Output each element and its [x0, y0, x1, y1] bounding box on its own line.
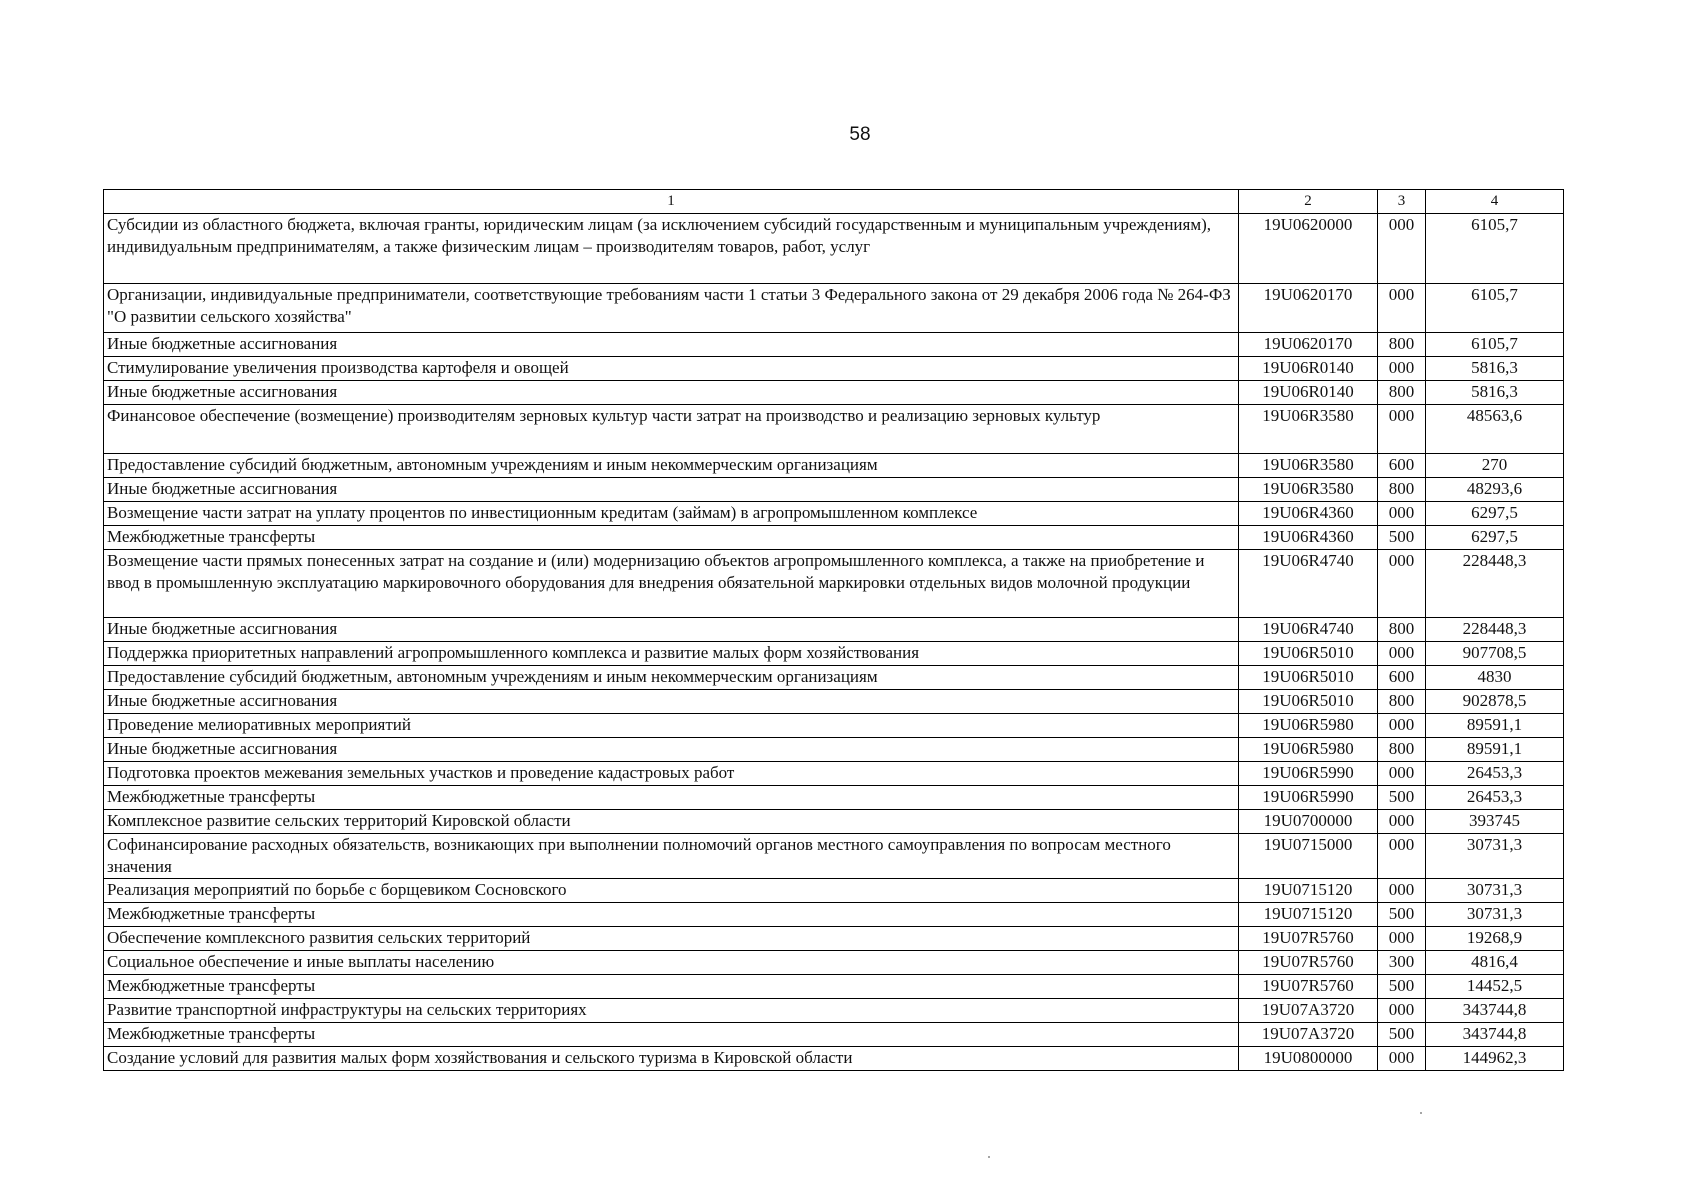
- row-name: Иные бюджетные ассигнования: [104, 478, 1239, 502]
- row-code: 19U07A3720: [1239, 1023, 1378, 1047]
- row-type: 000: [1378, 1047, 1426, 1071]
- row-amount: 26453,3: [1426, 762, 1564, 786]
- row-type: 000: [1378, 214, 1426, 284]
- row-amount: 89591,1: [1426, 738, 1564, 762]
- table-row: [104, 927, 1564, 951]
- row-code: 19U07R5760: [1239, 951, 1378, 975]
- row-name: Создание условий для развития малых форм хозяйствования и сельского туризма в Кировской области: [104, 1047, 1239, 1071]
- row-amount: 6297,5: [1426, 526, 1564, 550]
- table-row: [104, 454, 1564, 478]
- row-code: 19U0620170: [1239, 333, 1378, 357]
- table-row: [104, 999, 1564, 1023]
- row-amount: 89591,1: [1426, 714, 1564, 738]
- row-amount: 5816,3: [1426, 357, 1564, 381]
- table-row: [104, 214, 1564, 284]
- row-type: 000: [1378, 502, 1426, 526]
- row-type: 300: [1378, 951, 1426, 975]
- row-code: 19U0715120: [1239, 879, 1378, 903]
- row-code: 19U0620000: [1239, 214, 1378, 284]
- row-code: 19U07R5760: [1239, 927, 1378, 951]
- row-amount: 5816,3: [1426, 381, 1564, 405]
- table-row: [104, 951, 1564, 975]
- row-amount: 26453,3: [1426, 786, 1564, 810]
- table-row: [104, 738, 1564, 762]
- row-type: 500: [1378, 975, 1426, 999]
- row-code: 19U07R5760: [1239, 975, 1378, 999]
- row-name: Иные бюджетные ассигнования: [104, 381, 1239, 405]
- row-code: 19U06R5010: [1239, 666, 1378, 690]
- row-type: 000: [1378, 284, 1426, 333]
- row-type: 800: [1378, 690, 1426, 714]
- row-name: Межбюджетные трансферты: [104, 975, 1239, 999]
- table-row: [104, 478, 1564, 502]
- row-amount: 6105,7: [1426, 214, 1564, 284]
- row-code: 19U06R3580: [1239, 478, 1378, 502]
- row-type: 000: [1378, 550, 1426, 618]
- row-type: 600: [1378, 666, 1426, 690]
- row-type: 500: [1378, 786, 1426, 810]
- table-row: [104, 333, 1564, 357]
- row-amount: 14452,5: [1426, 975, 1564, 999]
- row-code: 19U0700000: [1239, 810, 1378, 834]
- row-amount: 30731,3: [1426, 903, 1564, 927]
- row-name: Межбюджетные трансферты: [104, 1023, 1239, 1047]
- table-row: [104, 618, 1564, 642]
- page-number: 58: [849, 124, 871, 145]
- row-name: Комплексное развитие сельских территорий Кировской области: [104, 810, 1239, 834]
- table-row: [104, 284, 1564, 333]
- row-name: Стимулирование увеличения производства картофеля и овощей: [104, 357, 1239, 381]
- row-name: Социальное обеспечение и иные выплаты населению: [104, 951, 1239, 975]
- row-amount: 343744,8: [1426, 999, 1564, 1023]
- row-amount: 6105,7: [1426, 284, 1564, 333]
- row-name: Проведение мелиоративных мероприятий: [104, 714, 1239, 738]
- table-row: [104, 1047, 1564, 1071]
- row-type: 000: [1378, 714, 1426, 738]
- row-code: 19U06R5980: [1239, 738, 1378, 762]
- scan-speck: [1420, 1112, 1422, 1114]
- row-type: 500: [1378, 1023, 1426, 1047]
- row-code: 19U06R5990: [1239, 786, 1378, 810]
- table-row: [104, 690, 1564, 714]
- row-name: Иные бюджетные ассигнования: [104, 333, 1239, 357]
- row-name: Обеспечение комплексного развития сельских территорий: [104, 927, 1239, 951]
- table-header-row: [104, 190, 1564, 214]
- row-type: 000: [1378, 834, 1426, 879]
- row-type: 000: [1378, 405, 1426, 454]
- table-row: [104, 642, 1564, 666]
- row-amount: 343744,8: [1426, 1023, 1564, 1047]
- row-name: Развитие транспортной инфраструктуры на сельских территориях: [104, 999, 1239, 1023]
- row-code: 19U07A3720: [1239, 999, 1378, 1023]
- table-row: [104, 903, 1564, 927]
- table-row: [104, 381, 1564, 405]
- row-code: 19U0715000: [1239, 834, 1378, 879]
- budget-table: [103, 189, 1564, 1071]
- table-row: [104, 502, 1564, 526]
- row-type: 000: [1378, 762, 1426, 786]
- row-name: Межбюджетные трансферты: [104, 903, 1239, 927]
- row-amount: 228448,3: [1426, 618, 1564, 642]
- row-name: Подготовка проектов межевания земельных участков и проведение кадастровых работ: [104, 762, 1239, 786]
- row-name: Межбюджетные трансферты: [104, 786, 1239, 810]
- row-name: Поддержка приоритетных направлений агропромышленного комплекса и развитие малых форм хозяйствования: [104, 642, 1239, 666]
- table-row: [104, 405, 1564, 454]
- table-row: [104, 666, 1564, 690]
- row-code: 19U06R3580: [1239, 454, 1378, 478]
- table-row: [104, 879, 1564, 903]
- row-amount: 270: [1426, 454, 1564, 478]
- table-row: [104, 762, 1564, 786]
- row-name: Предоставление субсидий бюджетным, автономным учреждениям и иным некоммерческим организациям: [104, 666, 1239, 690]
- header-col-4: 4: [1426, 190, 1564, 214]
- row-name: Организации, индивидуальные предприниматели, соответствующие требованиям части 1 статьи 3 Федерального закона от 29 декабря 2006 года № 264-ФЗ "О развитии сельского хозяйства": [104, 284, 1239, 333]
- row-amount: 48563,6: [1426, 405, 1564, 454]
- row-amount: 30731,3: [1426, 834, 1564, 879]
- table-row: [104, 810, 1564, 834]
- row-amount: 907708,5: [1426, 642, 1564, 666]
- row-type: 000: [1378, 879, 1426, 903]
- row-name: Субсидии из областного бюджета, включая гранты, юридическим лицам (за исключением субсидий государственным и муниципальным учреждениям), индивидуальным предпринимателям, а также физическим лицам – производителям товаров, работ, услуг: [104, 214, 1239, 284]
- row-amount: 6105,7: [1426, 333, 1564, 357]
- row-code: 19U0620170: [1239, 284, 1378, 333]
- row-name: Возмещение части прямых понесенных затрат на создание и (или) модернизацию объектов агропромышленного комплекса, а также на приобретение и ввод в промышленную эксплуатацию маркировочного оборудования для внедрения обязательной маркировки отдельных видов молочной продукции: [104, 550, 1239, 618]
- row-name: Иные бюджетные ассигнования: [104, 738, 1239, 762]
- row-amount: 6297,5: [1426, 502, 1564, 526]
- row-name: Реализация мероприятий по борьбе с борщевиком Сосновского: [104, 879, 1239, 903]
- row-name: Межбюджетные трансферты: [104, 526, 1239, 550]
- row-code: 19U06R4740: [1239, 618, 1378, 642]
- row-type: 000: [1378, 999, 1426, 1023]
- row-amount: 4816,4: [1426, 951, 1564, 975]
- row-type: 800: [1378, 381, 1426, 405]
- row-name: Иные бюджетные ассигнования: [104, 618, 1239, 642]
- row-name: Софинансирование расходных обязательств, возникающих при выполнении полномочий органов местного самоуправления по вопросам местного значения: [104, 834, 1239, 879]
- row-amount: 48293,6: [1426, 478, 1564, 502]
- row-type: 500: [1378, 903, 1426, 927]
- scan-speck: [988, 1156, 990, 1158]
- row-code: 19U06R0140: [1239, 381, 1378, 405]
- row-code: 19U06R0140: [1239, 357, 1378, 381]
- row-code: 19U06R5990: [1239, 762, 1378, 786]
- row-name: Финансовое обеспечение (возмещение) производителям зерновых культур части затрат на производство и реализацию зерновых культур: [104, 405, 1239, 454]
- row-amount: 144962,3: [1426, 1047, 1564, 1071]
- table-row: [104, 526, 1564, 550]
- row-code: 19U06R5980: [1239, 714, 1378, 738]
- row-type: 800: [1378, 478, 1426, 502]
- row-code: 19U06R5010: [1239, 690, 1378, 714]
- row-name: Возмещение части затрат на уплату процентов по инвестиционным кредитам (займам) в агропромышленном комплексе: [104, 502, 1239, 526]
- row-code: 19U0800000: [1239, 1047, 1378, 1071]
- row-type: 000: [1378, 810, 1426, 834]
- row-type: 000: [1378, 642, 1426, 666]
- row-amount: 902878,5: [1426, 690, 1564, 714]
- row-name: Иные бюджетные ассигнования: [104, 690, 1239, 714]
- row-code: 19U06R4360: [1239, 526, 1378, 550]
- row-amount: 30731,3: [1426, 879, 1564, 903]
- row-type: 800: [1378, 618, 1426, 642]
- row-type: 800: [1378, 738, 1426, 762]
- row-type: 600: [1378, 454, 1426, 478]
- row-type: 800: [1378, 333, 1426, 357]
- table-row: [104, 550, 1564, 618]
- row-type: 000: [1378, 927, 1426, 951]
- row-code: 19U0715120: [1239, 903, 1378, 927]
- row-amount: 393745: [1426, 810, 1564, 834]
- row-code: 19U06R4360: [1239, 502, 1378, 526]
- table-row: [104, 1023, 1564, 1047]
- row-code: 19U06R3580: [1239, 405, 1378, 454]
- row-amount: 228448,3: [1426, 550, 1564, 618]
- header-col-2: 2: [1239, 190, 1378, 214]
- row-name: Предоставление субсидий бюджетным, автономным учреждениям и иным некоммерческим организациям: [104, 454, 1239, 478]
- header-col-3: 3: [1378, 190, 1426, 214]
- table-row: [104, 786, 1564, 810]
- row-amount: 19268,9: [1426, 927, 1564, 951]
- table-row: [104, 834, 1564, 879]
- header-col-1: 1: [104, 190, 1239, 214]
- table-row: [104, 975, 1564, 999]
- row-code: 19U06R4740: [1239, 550, 1378, 618]
- row-type: 000: [1378, 357, 1426, 381]
- row-type: 500: [1378, 526, 1426, 550]
- row-code: 19U06R5010: [1239, 642, 1378, 666]
- row-amount: 4830: [1426, 666, 1564, 690]
- table-row: [104, 714, 1564, 738]
- table-row: [104, 357, 1564, 381]
